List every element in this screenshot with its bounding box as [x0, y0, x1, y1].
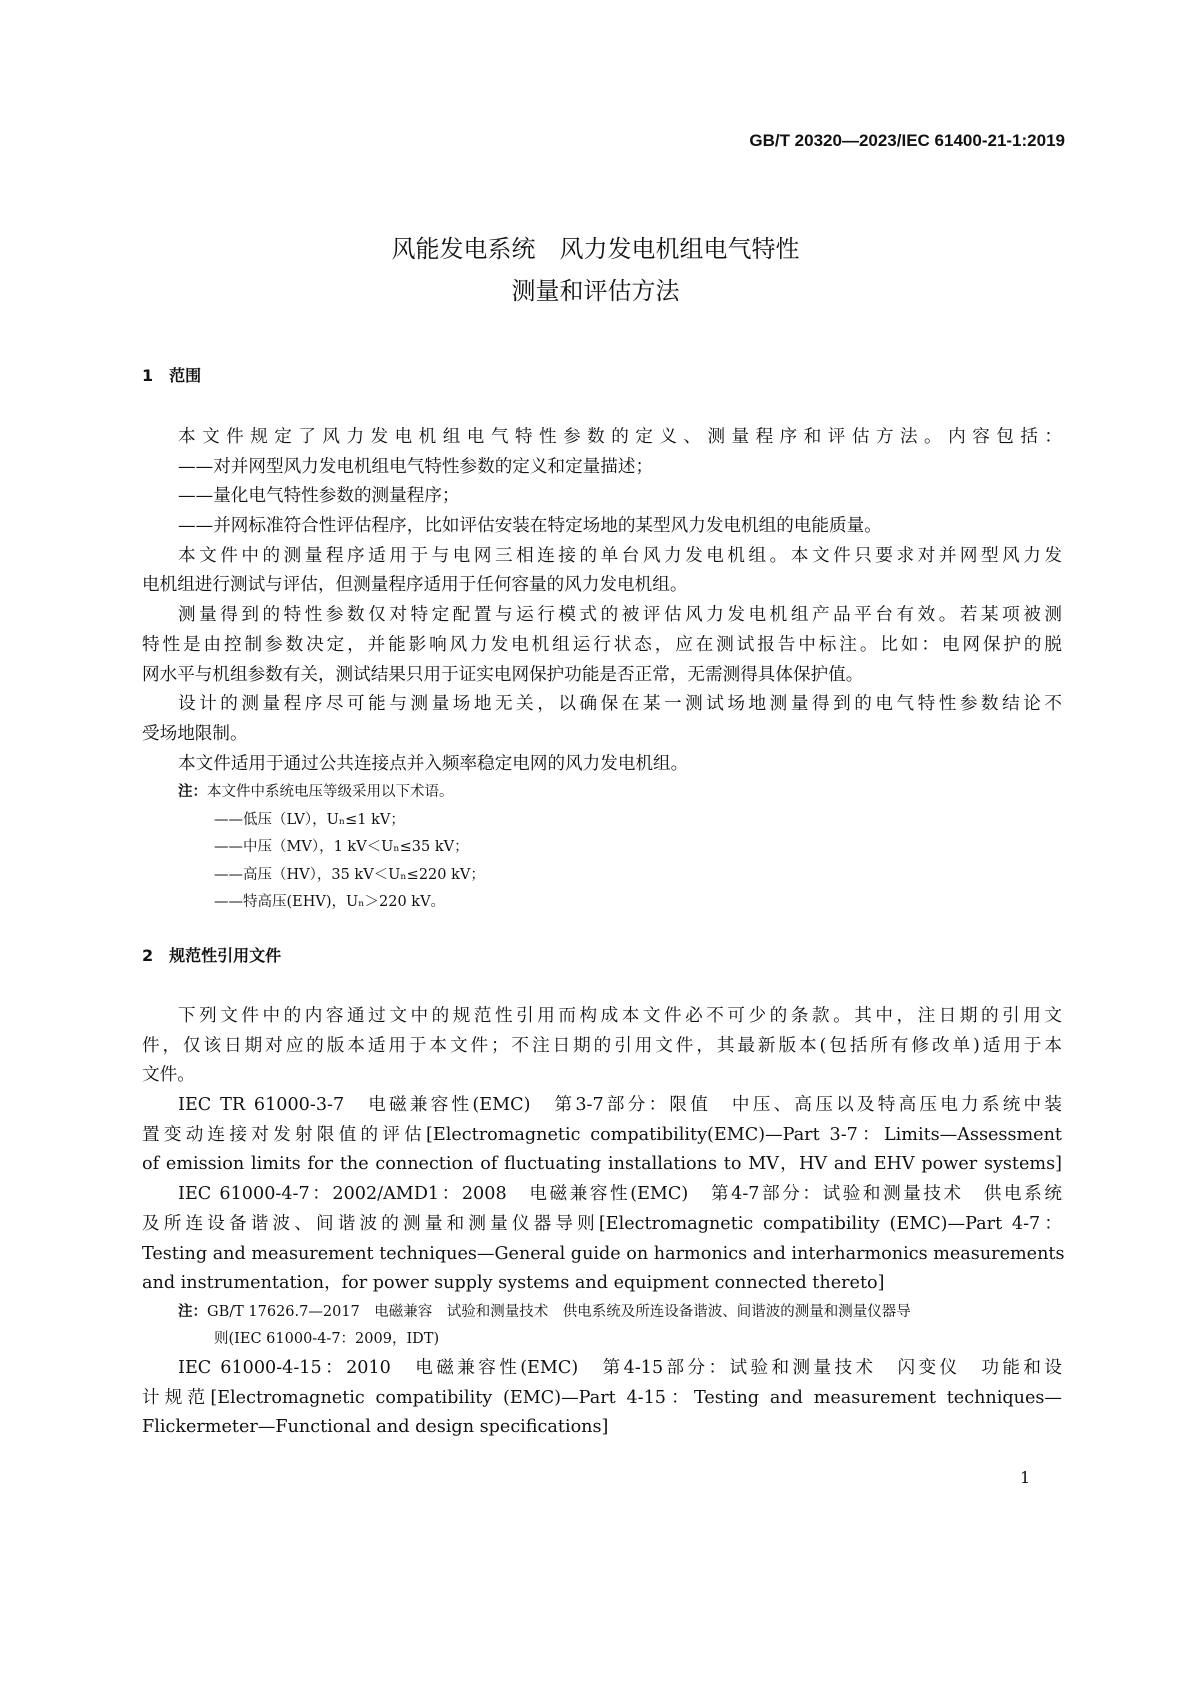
- text-line: 测量得到的特性参数仅对特定配置与运行模式的被评估风力发电机组产品平台有效。若某项被测: [178, 605, 1062, 626]
- note-text: GB/T 17626.7—2017 电磁兼容 试验和测量技术 供电系统及所连设备谐波、间谐波的测量和测量仪器导: [207, 1303, 911, 1320]
- list-item: ——并网标准符合性评估程序，比如评估安装在特定场地的某型风力发电机组的电能质量。: [178, 516, 882, 537]
- note-text: 本文件中系统电压等级采用以下术语。: [207, 784, 454, 801]
- reference-line: of emission limits for the connection of fluctuating installations to MV，HV and EHV power systems]: [142, 1154, 1062, 1175]
- title-line: 风能发电系统 风力发电机组电气特性: [391, 235, 800, 263]
- section-heading: 1 范围: [142, 366, 202, 385]
- note-label: 注：: [178, 784, 207, 801]
- text-line: 网水平与机组参数有关，测试结果只用于证实电网保护功能是否正常，无需测得具体保护值。: [142, 664, 864, 685]
- section-heading: 2 规范性引用文件: [142, 946, 282, 965]
- text-line: 本文件规定了风力发电机组电气特性参数的定义、测量程序和评估方法。内容包括：: [178, 427, 1062, 447]
- reference-line: and instrumentation，for power supply systems and equipment connected thereto]: [142, 1273, 885, 1294]
- note-item: ——特高压(EHV)，Uₙ＞220 kV。: [214, 894, 446, 911]
- text-line: 设计的测量程序尽可能与测量场地无关，以确保在某一测试场地测量得到的电气特性参数结论不: [178, 694, 1062, 715]
- list-item: ——量化电气特性参数的测量程序；: [178, 486, 460, 507]
- reference-line: 置变动连接对发射限值的评估[Electromagnetic compatibility(EMC)—Part 3-7：Limits—Assessment: [142, 1124, 1062, 1145]
- text-line: 特性是由控制参数决定，并能影响风力发电机组运行状态，应在测试报告中标注。比如：电网保护的脱: [142, 634, 1062, 655]
- note: [142, 779, 1062, 807]
- reference-line: Flickermeter—Functional and design specifications]: [142, 1417, 609, 1438]
- reference-line: 及所连设备谐波、间谐波的测量和测量仪器导则[Electromagnetic compatibility (EMC)—Part 4-7：: [142, 1213, 1062, 1234]
- reference-line: IEC 61000-4-7：2002/AMD1：2008 电磁兼容性(EMC) 第4-7部分：试验和测量技术 供电系统: [178, 1184, 1062, 1205]
- note-text: 则(IEC 61000-4-7：2009，IDT): [214, 1331, 440, 1348]
- reference-line: Testing and measurement techniques—General guide on harmonics and interharmonics measurements: [142, 1243, 1065, 1264]
- standard-number: GB/T 20320—2023/IEC 61400-21-1:2019: [749, 131, 1065, 150]
- note-item: ——高压（HV），35 kV＜Uₙ≤220 kV；: [214, 866, 485, 883]
- reference-line: IEC TR 61000-3-7 电磁兼容性(EMC) 第3-7部分：限值 中压、高压以及特高压电力系统中装: [178, 1095, 1062, 1116]
- section-normative-references: [142, 943, 1065, 1443]
- note-item: ——低压（LV），Uₙ≤1 kV；: [214, 811, 405, 828]
- note-label: 注：: [178, 1303, 207, 1320]
- text-line: 电机组进行测试与评估，但测量程序适用于任何容量的风力发电机组。: [142, 575, 688, 596]
- text-line: 下列文件中的内容通过文中的规范性引用而构成本文件必不可少的条款。其中，注日期的引用文: [178, 1006, 1062, 1026]
- document-title: [0, 228, 1191, 312]
- section-scope: [142, 363, 1062, 917]
- reference-line: IEC 61000-4-15：2010 电磁兼容性(EMC) 第4-15部分：试验和测量技术 闪变仪 功能和设: [178, 1357, 1062, 1378]
- text-line: 文件。: [142, 1065, 195, 1086]
- text-line: 本文件中的测量程序适用于与电网三相连接的单台风力发电机组。本文件只要求对并网型风力发: [178, 545, 1062, 566]
- text-line: 件，仅该日期对应的版本适用于本文件；不注日期的引用文件，其最新版本(包括所有修改单)适用于本: [142, 1035, 1062, 1056]
- list-item: ——对并网型风力发电机组电气特性参数的定义和定量描述；: [178, 456, 654, 477]
- note-item: ——中压（MV），1 kV＜Uₙ≤35 kV；: [214, 839, 469, 856]
- text-line: 受场地限制。: [142, 723, 248, 744]
- title-line: 测量和评估方法: [511, 277, 680, 305]
- page-number: 1: [1020, 1468, 1031, 1487]
- reference-line: 计规范[Electromagnetic compatibility (EMC)—Part 4-15：Testing and measurement techniques—: [142, 1387, 1062, 1408]
- note: [142, 1299, 1062, 1327]
- text-line: 本文件适用于通过公共连接点并入频率稳定电网的风力发电机组。: [178, 753, 689, 774]
